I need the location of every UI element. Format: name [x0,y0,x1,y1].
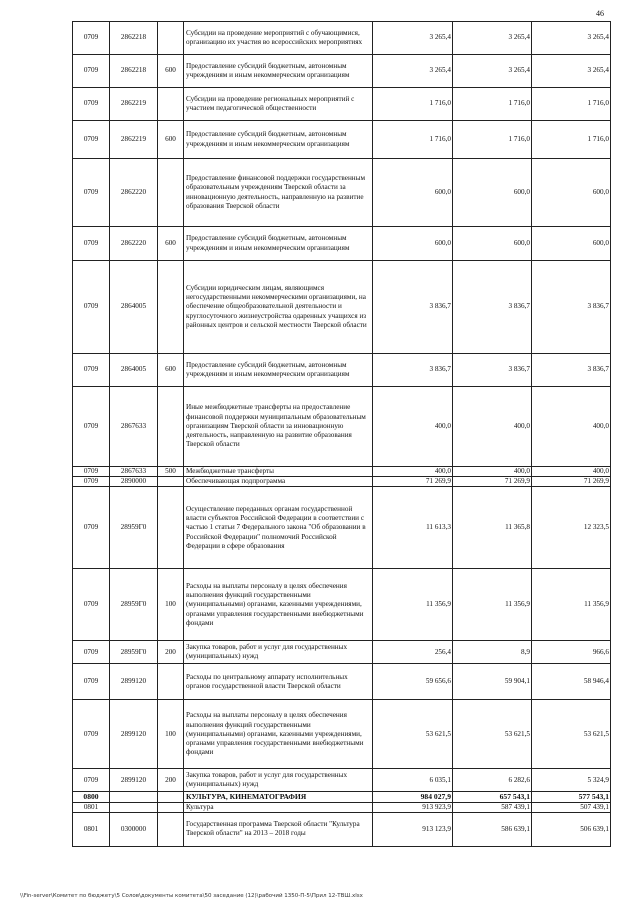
target-code: 28959Г0 [110,487,158,569]
target-code [110,792,158,802]
target-code [110,802,158,812]
section-code: 0709 [73,159,110,227]
value-2015: 11 356,9 [532,569,611,641]
expense-type [158,802,184,812]
item-name: Субсидии на проведение мероприятий с обучающимися, организацию их участия во всероссийских мероприятиях [184,22,373,55]
section-code: 0801 [73,802,110,812]
section-code: 0709 [73,55,110,88]
value-2013: 11 356,9 [373,569,453,641]
value-2013: 984 027,9 [373,792,453,802]
value-2015: 1 716,0 [532,88,611,121]
table-row [73,88,611,121]
value-2014: 53 621,5 [453,700,532,769]
value-2013: 59 656,6 [373,664,453,700]
table-row [73,354,611,387]
expense-type: 600 [158,121,184,159]
target-code: 2899120 [110,700,158,769]
section-code: 0709 [73,477,110,487]
value-2015: 966,6 [532,641,611,664]
value-2014: 1 716,0 [453,88,532,121]
table-row [73,121,611,159]
value-2013: 3 836,7 [373,261,453,354]
value-2015: 400,0 [532,387,611,467]
item-name: Предоставление субсидий бюджетным, автономным учреждениям и иным некоммерческим организациям [184,55,373,88]
item-name: Закупка товаров, работ и услуг для государственных (муниципальных) нужд [184,641,373,664]
value-2014: 400,0 [453,387,532,467]
value-2014: 11 365,8 [453,487,532,569]
table-row [73,641,611,664]
section-code: 0709 [73,769,110,792]
item-name: Расходы по центральному аппарату исполнительных органов государственной власти Тверской области [184,664,373,700]
section-code: 0709 [73,88,110,121]
value-2015: 5 324,9 [532,769,611,792]
table-row [73,769,611,792]
value-2013: 3 836,7 [373,354,453,387]
value-2013: 3 265,4 [373,55,453,88]
value-2014: 657 543,1 [453,792,532,802]
expense-type [158,387,184,467]
expense-type: 500 [158,467,184,477]
target-code: 2862219 [110,88,158,121]
expense-type [158,487,184,569]
item-name: Осуществление переданных органам государственной власти субъектов Российской Федерации в соответствии с частью 1 статьи 7 Федерального закона "Об образовании в Российской Федерации" полномочий Российской Федерации в сфере образования [184,487,373,569]
value-2013: 600,0 [373,159,453,227]
value-2013: 400,0 [373,467,453,477]
table-row [73,792,611,802]
table-row [73,227,611,261]
section-code: 0709 [73,227,110,261]
item-name: Субсидии на проведение региональных мероприятий с участием педагогической общественности [184,88,373,121]
section-code: 0709 [73,569,110,641]
table-row [73,812,611,846]
section-code: 0709 [73,641,110,664]
section-code: 0709 [73,261,110,354]
value-2015: 53 621,5 [532,700,611,769]
value-2014: 3 265,4 [453,55,532,88]
target-code: 2864005 [110,354,158,387]
table-row [73,802,611,812]
value-2015: 71 269,9 [532,477,611,487]
target-code: 2867633 [110,387,158,467]
expense-type [158,477,184,487]
expense-type [158,261,184,354]
file-path-footer: \\Fin-server\Комитет по бюджету\5 Солов\документы комитета\50 заседание (12)\рабочий 1350-П-5\Прил 12-ТВШ.xlsx [20,893,363,899]
target-code: 2862218 [110,55,158,88]
value-2013: 913 123,9 [373,812,453,846]
value-2013: 1 716,0 [373,88,453,121]
value-2013: 1 716,0 [373,121,453,159]
expense-type: 200 [158,769,184,792]
expense-type: 600 [158,227,184,261]
table-row [73,159,611,227]
value-2015: 1 716,0 [532,121,611,159]
value-2013: 256,4 [373,641,453,664]
section-code: 0709 [73,354,110,387]
expense-type: 200 [158,641,184,664]
item-name: Предоставление субсидий бюджетным, автономным учреждениям и иным некоммерческим организациям [184,227,373,261]
expense-type: 600 [158,354,184,387]
item-name: Культура [184,802,373,812]
value-2014: 11 356,9 [453,569,532,641]
value-2014: 600,0 [453,227,532,261]
section-code: 0709 [73,700,110,769]
item-name: Расходы на выплаты персоналу в целях обеспечения выполнения функций государственными (муниципальными) органами, казенными учреждениями, органами управления государственными внебюджетными фондами [184,700,373,769]
item-name: Межбюджетные трансферты [184,467,373,477]
value-2013: 6 035,1 [373,769,453,792]
target-code: 28959Г0 [110,641,158,664]
item-name: Субсидии юридическим лицам, являющимся негосударственными некоммерческими организациями, на обеспечение общеобразовательной деятельности и круглосуточного жизнеустройства одаренных учащихся из районных центров и сельской местности Тверской области [184,261,373,354]
table-row [73,700,611,769]
value-2014: 71 269,9 [453,477,532,487]
section-code: 0709 [73,121,110,159]
value-2013: 71 269,9 [373,477,453,487]
section-code: 0709 [73,487,110,569]
value-2014: 1 716,0 [453,121,532,159]
item-name: Предоставление субсидий бюджетным, автономным учреждениям и иным некоммерческим организациям [184,354,373,387]
value-2013: 600,0 [373,227,453,261]
value-2014: 3 836,7 [453,261,532,354]
expense-type [158,88,184,121]
value-2015: 3 836,7 [532,354,611,387]
value-2014: 600,0 [453,159,532,227]
table-row [73,477,611,487]
target-code: 2862218 [110,22,158,55]
value-2015: 577 543,1 [532,792,611,802]
value-2013: 53 621,5 [373,700,453,769]
value-2014: 59 904,1 [453,664,532,700]
target-code: 2899120 [110,664,158,700]
value-2015: 600,0 [532,227,611,261]
section-code: 0709 [73,664,110,700]
value-2014: 3 836,7 [453,354,532,387]
item-name: Расходы на выплаты персоналу в целях обеспечения выполнения функций государственными (муниципальными) органами, казенными учреждениями, органами управления государственными внебюджетными фондами [184,569,373,641]
value-2013: 11 613,3 [373,487,453,569]
section-code: 0709 [73,467,110,477]
value-2013: 3 265,4 [373,22,453,55]
value-2014: 400,0 [453,467,532,477]
value-2015: 3 265,4 [532,22,611,55]
expense-type: 600 [158,55,184,88]
value-2015: 3 265,4 [532,55,611,88]
target-code: 2899120 [110,769,158,792]
target-code: 2867633 [110,467,158,477]
target-code: 2862220 [110,159,158,227]
value-2013: 913 923,9 [373,802,453,812]
item-name: Государственная программа Тверской области "Культура Тверской области" на 2013 – 2018 годы [184,812,373,846]
section-code: 0709 [73,387,110,467]
section-code: 0800 [73,792,110,802]
page-number: 46 [596,9,604,18]
value-2014: 8,9 [453,641,532,664]
expense-type: 100 [158,700,184,769]
value-2014: 586 639,1 [453,812,532,846]
expense-type [158,812,184,846]
value-2013: 400,0 [373,387,453,467]
target-code: 0300000 [110,812,158,846]
expense-type [158,664,184,700]
table-row [73,387,611,467]
expense-type [158,792,184,802]
value-2014: 6 282,6 [453,769,532,792]
item-name: Обеспечивающая подпрограмма [184,477,373,487]
item-name: Предоставление финансовой поддержки государственным образовательным учреждениям Тверской области за инновационную деятельность, направленную на развитие образования Тверской области [184,159,373,227]
target-code: 28959Г0 [110,569,158,641]
target-code: 2862220 [110,227,158,261]
table-row [73,261,611,354]
table-row [73,569,611,641]
value-2015: 400,0 [532,467,611,477]
expense-type: 100 [158,569,184,641]
section-code: 0709 [73,22,110,55]
value-2015: 600,0 [532,159,611,227]
item-name: КУЛЬТУРА, КИНЕМАТОГРАФИЯ [184,792,373,802]
table-row [73,467,611,477]
item-name: Иные межбюджетные трансферты на предоставление финансовой поддержки муниципальным образовательным организациям Тверской области за инновационную деятельность, направленную на развитие образования Тверской области [184,387,373,467]
value-2014: 587 439,1 [453,802,532,812]
item-name: Закупка товаров, работ и услуг для государственных (муниципальных) нужд [184,769,373,792]
table-row [73,22,611,55]
value-2015: 507 439,1 [532,802,611,812]
target-code: 2864005 [110,261,158,354]
section-code: 0801 [73,812,110,846]
value-2015: 58 946,4 [532,664,611,700]
budget-table [72,21,611,847]
table-row [73,664,611,700]
table-row [73,487,611,569]
target-code: 2862219 [110,121,158,159]
expense-type [158,159,184,227]
item-name: Предоставление субсидий бюджетным, автономным учреждениям и иным некоммерческим организациям [184,121,373,159]
target-code: 2890000 [110,477,158,487]
table-row [73,55,611,88]
expense-type [158,22,184,55]
value-2015: 3 836,7 [532,261,611,354]
value-2014: 3 265,4 [453,22,532,55]
value-2015: 12 323,5 [532,487,611,569]
value-2015: 506 639,1 [532,812,611,846]
